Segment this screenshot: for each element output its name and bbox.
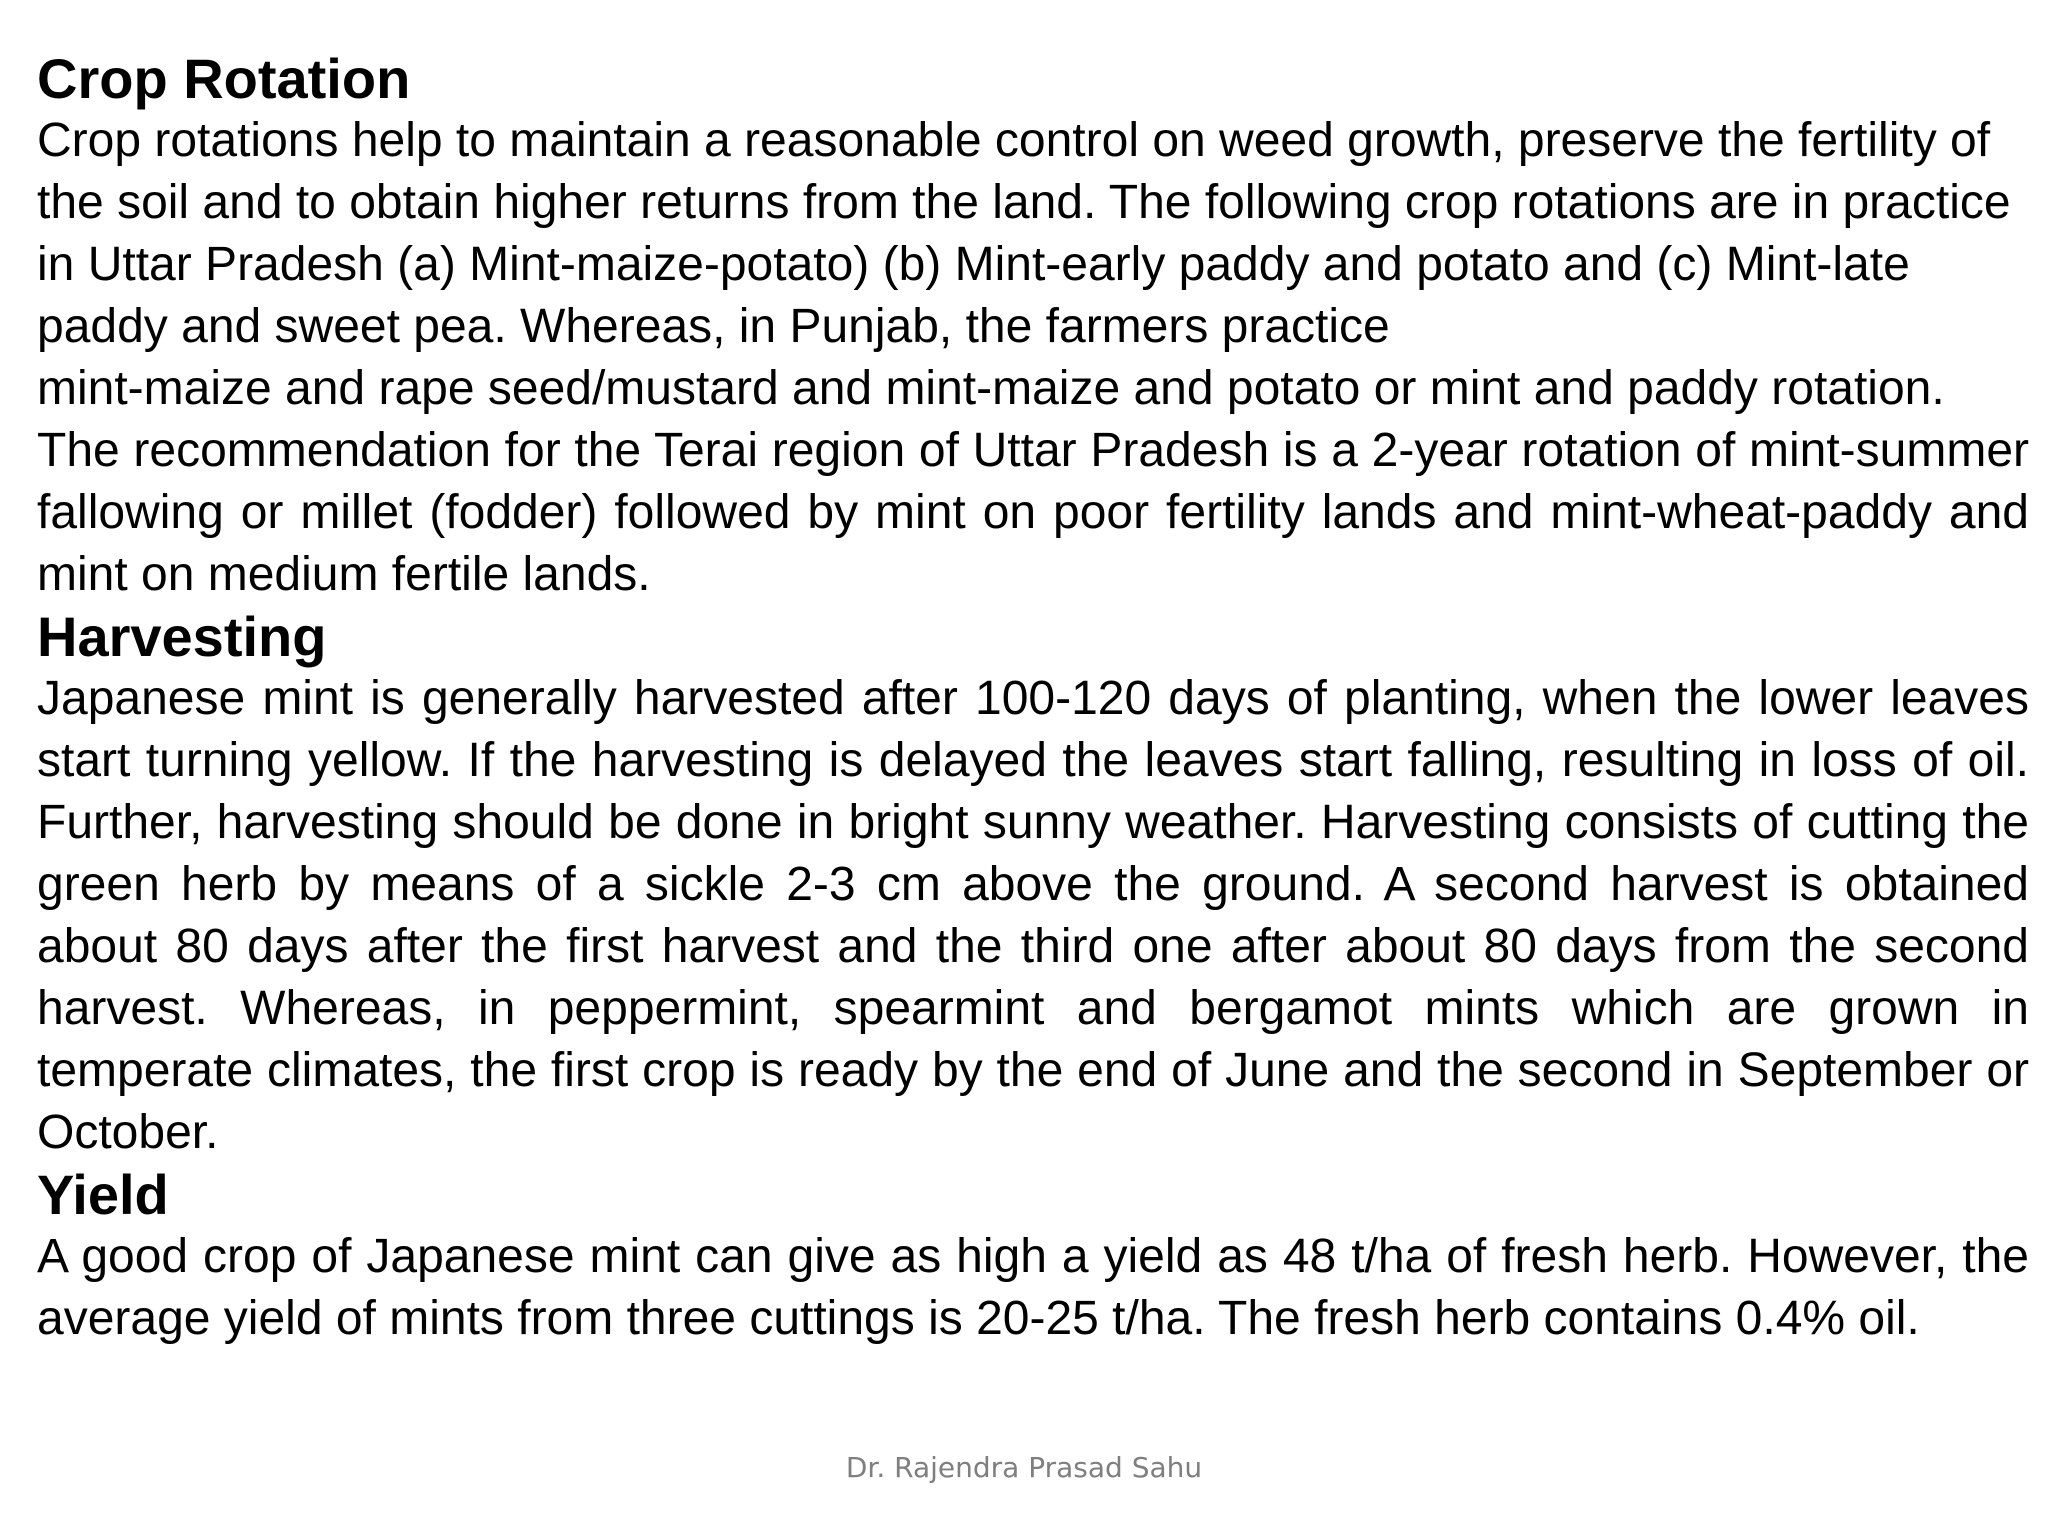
yield-paragraph: A good crop of Japanese mint can give as high a yield as 48 t/ha of fresh herb. However, the average yield of mints from three cuttings is 20-25 t/ha. The fresh herb contains 0.4% oil. (37, 1230, 2029, 1345)
crop-rotation-paragraph-2: mint-maize and rape seed/mustard and mint-maize and potato or mint and paddy rotation. (37, 362, 1945, 415)
crop-rotation-paragraph-1 (37, 110, 2029, 358)
heading-yield: Yield (37, 1163, 169, 1226)
heading-crop-rotation: Crop Rotation (37, 47, 411, 110)
crop-rotation-paragraph-1-text: Crop rotations help to maintain a reasonable control on weed growth, preserve the fertility of the soil and to obtain higher returns from the land. The following crop rotations are in practice in Uttar Pradesh (a) Mint-maize-potato) (b) Mint-early paddy and potato and (c) Mint-late paddy and sweet pea. Whereas, in Punjab, the farmers practice (37, 114, 2011, 353)
author-footer: Dr. Rajendra Prasad Sahu (845, 1451, 1203, 1484)
harvesting-paragraph: Japanese mint is generally harvested after 100-120 days of planting, when the lower leaves start turning yellow. If the harvesting is delayed the leaves start falling, resulting in loss of oil. Further, harvesting should be done in bright sunny weather. Harvesting consists of cutting the green herb by means of a sickle 2-3 cm above the ground. A second harvest is obtained about 80 days after the first harvest and the third one after about 80 days from the second harvest. Whereas, in peppermint, spearmint and bergamot mints which are grown in temperate climates, the first crop is ready by the end of June and the second in September or October. (37, 672, 2029, 1159)
slide-content (37, 48, 2029, 1350)
heading-harvesting: Harvesting (37, 605, 327, 668)
crop-rotation-paragraph-3: The recommendation for the Terai region of Uttar Pradesh is a 2-year rotation of mint-summer fallowing or millet (fodder) followed by mint on poor fertility lands and mint-wheat-paddy and mint on medium fertile lands. (37, 424, 2029, 601)
